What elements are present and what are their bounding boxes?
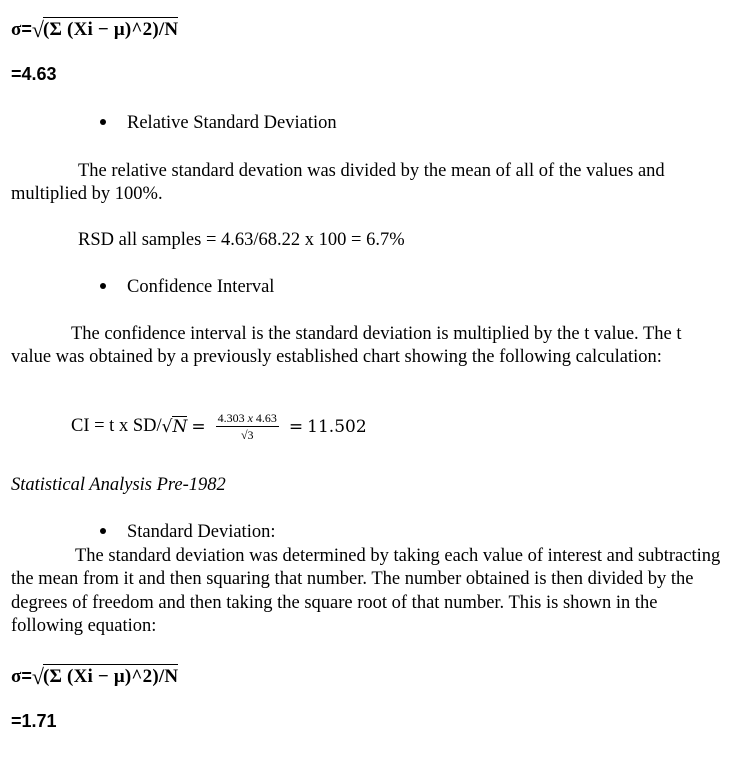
std-dev-result-2: =1.71: [11, 711, 57, 731]
numerator-t-value: 4.303: [217, 411, 245, 425]
std-dev-equation-1: [11, 15, 178, 41]
equation-expression: (Σ (Xi − μ)^2)/N: [42, 19, 179, 40]
equals-sign: =: [191, 416, 206, 437]
bullet-relative-standard-deviation: [100, 113, 337, 134]
ci-formula: [71, 411, 371, 442]
sigma-symbol: σ: [11, 666, 22, 687]
square-root-icon: √: [31, 664, 44, 689]
sigma-symbol: σ: [11, 19, 22, 40]
fraction-numerator: [216, 411, 279, 427]
square-root-icon: √: [31, 17, 44, 42]
bullet-icon: [100, 528, 106, 534]
bullet-icon: [100, 119, 106, 125]
bullet-label: Standard Deviation:: [127, 522, 276, 542]
ci-result: 11.502: [307, 416, 367, 437]
ci-paragraph-text: The confidence interval is the standard deviation is multiplied by the t value. The t value was obtained by a previously established chart showing the following calculation:: [11, 324, 682, 368]
bullet-standard-deviation: [100, 522, 275, 543]
ci-paragraph: [11, 323, 723, 370]
bullet-icon: [100, 283, 106, 289]
std-dev-equation-2: [11, 662, 178, 688]
rsd-paragraph-text: The relative standard devation was divided by the mean of all of the values and multiplied by 100%.: [11, 161, 665, 205]
fraction: [216, 411, 279, 442]
bullet-label: Relative Standard Deviation: [127, 113, 337, 133]
std-dev-result-1: =4.63: [11, 64, 57, 84]
ci-lhs: CI = t x SD/: [71, 416, 162, 436]
sd-paragraph: [11, 545, 723, 638]
rsd-calculation: RSD all samples = 4.63/68.22 x 100 = 6.7%: [78, 230, 405, 250]
equation-expression: (Σ (Xi − μ)^2)/N: [42, 666, 179, 687]
bullet-confidence-interval: [100, 277, 274, 298]
multiply-operator: x: [247, 411, 253, 425]
equals-sign: =: [288, 416, 304, 437]
bullet-label: Confidence Interval: [127, 277, 275, 297]
equals-sign: =: [21, 19, 32, 39]
fraction-denominator: √3: [240, 428, 254, 442]
sd-paragraph-text: The standard deviation was determined by taking each value of interest and subtracting the mean from it and then squaring that number. The number obtained is then divided by the degrees of freedom and then taking the square root of that number. This is shown in the following equation:: [11, 546, 721, 636]
numerator-sd-value: 4.63: [255, 411, 277, 425]
rsd-paragraph: [11, 160, 723, 207]
sqrt-argument: N: [172, 417, 188, 437]
square-root-icon: √: [161, 416, 173, 437]
equals-sign: =: [21, 666, 32, 686]
section-heading-pre-1982: Statistical Analysis Pre-1982: [11, 475, 226, 495]
